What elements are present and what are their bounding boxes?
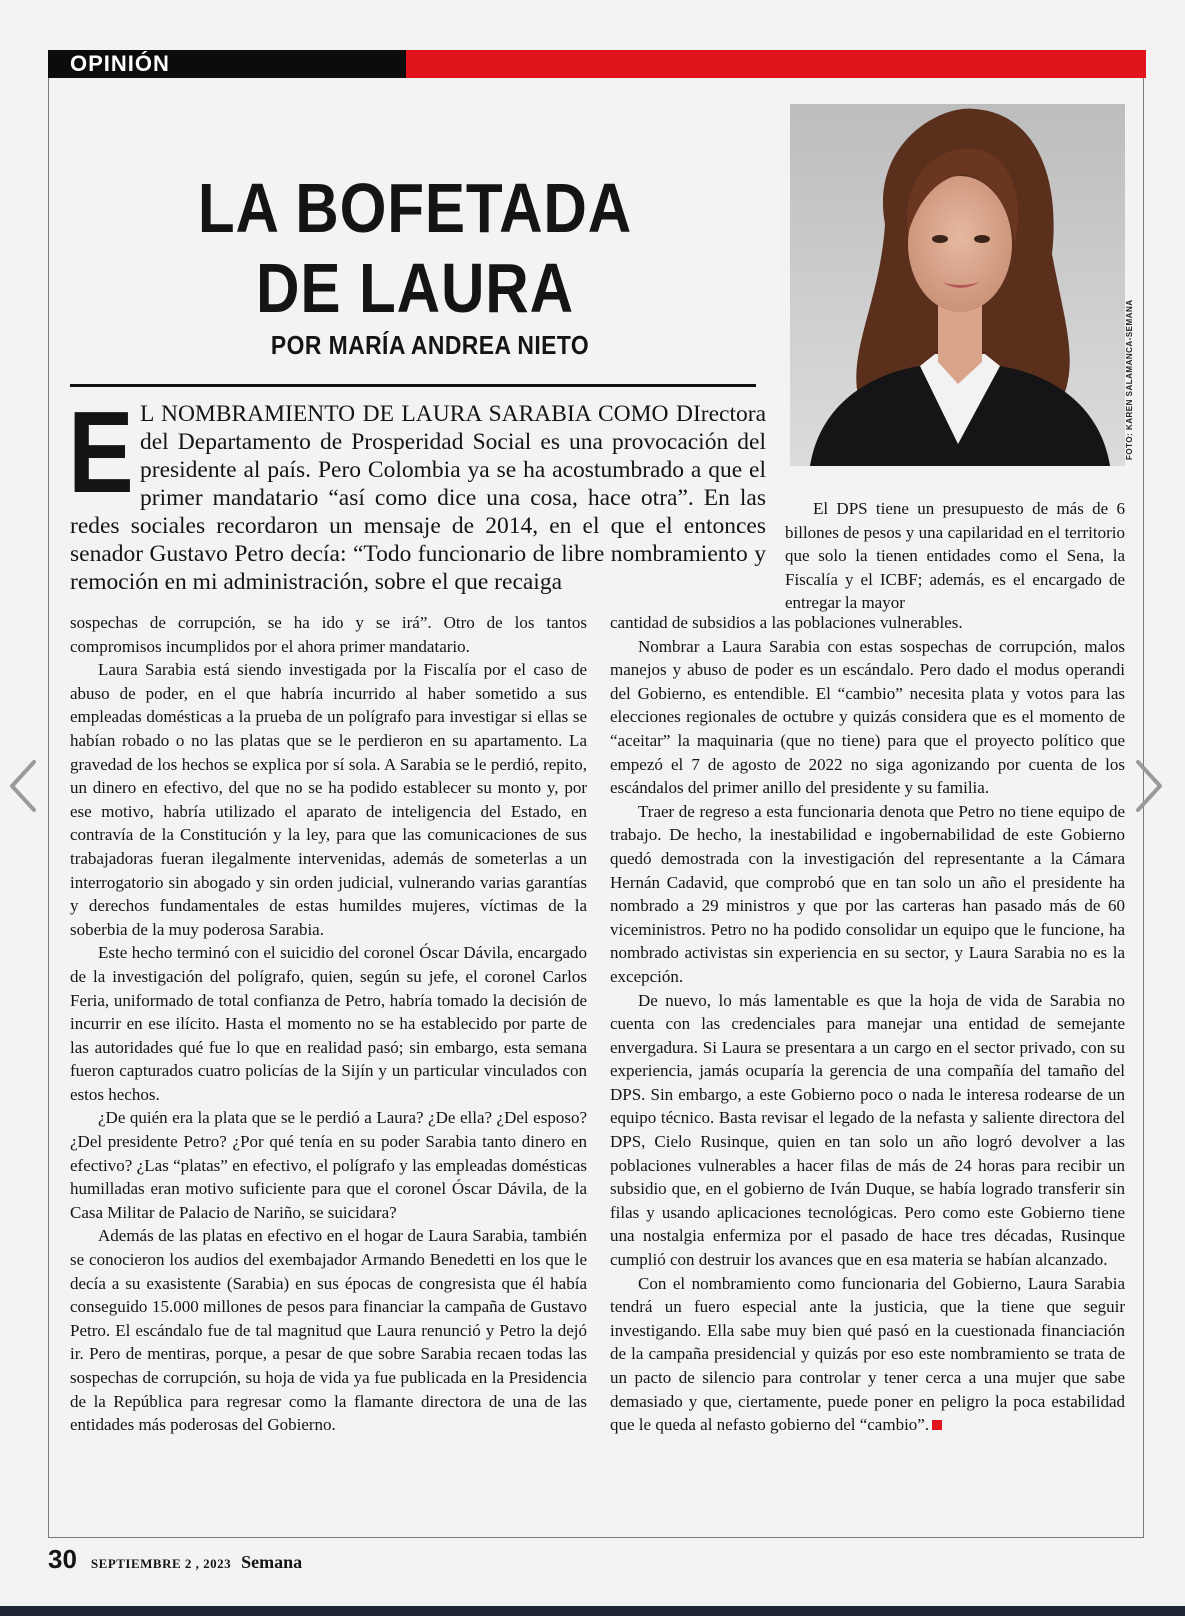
body-paragraph: Este hecho terminó con el suicidio del coronel Óscar Dávila, encargado de la investigación del polígrafo, quien, según su jefe, el coronel Carlos Feria, uniformado de total confianza de Petro, habría tomado la decisión de incurrir en ese ilícito. Hasta el momento no se ha establecido por parte de las autoridades qué fue lo que en realidad pasó; sin embargo, esta semana fueron capturados cuatro policías de la Sijín y un particular vinculados con estos hechos. [70,943,587,1104]
next-page-button[interactable] [1128,756,1168,816]
section-label: OPINIÓN [48,50,406,78]
right-column-top [785,497,1125,615]
body-paragraph: Traer de regreso a esta funcionaria denota que Petro no tiene equipo de trabajo. De hecho, la inestabilidad e ingobernabilidad de este Gobierno quedó demostrada con la investigación del representante a la Cámara Hernán Cadavid, que comprobó que en tan solo un año el presidente ha nombrado a 29 ministros y que por las carteras han pasado más de 60 viceministros. Petro no ha podido consolidar un equipo que le funcione, ha nombrado activistas sin experiencia en su sector, y Laura Sarabia no es la excepción. [610,801,1125,986]
left-column [70,611,587,1437]
section-bar-accent [406,50,1146,78]
body-paragraph-final [610,1272,1125,1437]
chevron-left-icon [4,756,44,816]
body-paragraph: cantidad de subsidios a las poblaciones vulnerables. [610,613,963,632]
body-paragraph: El DPS tiene un presupuesto de más de 6 billones de pesos y una capilaridad en el territorio que solo la tienen entidades como el Sena, la Fiscalía y el ICBF; además, es el encargado de entregar la mayor [785,499,1125,613]
title-rule [70,384,756,387]
photo-credit: FOTO: KAREN SALAMANCA-SEMANA [1125,299,1134,460]
body-paragraph: ¿De quién era la plata que se le perdió a Laura? ¿De ella? ¿Del esposo? ¿Del presidente Petro? ¿Por qué tenía en su poder Sarabia tanto dinero en efectivo? ¿Las “platas” en efectivo, el polígrafo y las empleadas domésticas humilladas eran motivo suficiente para que el coronel Óscar Dávila, de la Casa Militar de Palacio de Nariño, se suicidara? [70,1108,587,1222]
magazine-name: Semana [241,1552,303,1572]
body-paragraph: De nuevo, lo más lamentable es que la hoja de vida de Sarabia no cuenta con las credenciales para manejar una entidad de semejante envergadura. Si Laura se presentara a un cargo en el sector privado, con su experiencia, jamás ocuparía la gerencia de una compañía del tamaño del DPS. Sin embargo, a este Gobierno poco o nada le interesa rodearse de un equipo técnico. Basta revisar el legado de la nefasta y saliente directora del DPS, Cielo Rusinque, quien en tan solo un año logró devolver a las poblaciones vulnerables a hacer filas de más de 24 horas para recibir un subsidio que, en el gobierno de Iván Duque, se había logrado transferir sin filas y usando aplicaciones tecnológicas. Pero como este Gobierno tiene una nostalgia enfermiza por el pasado de hace tres décadas, Rusinque cumplió con destruir los avances que en esa materia se habían alcanzado. [610,990,1125,1270]
body-paragraph: Laura Sarabia está siendo investigada por la Fiscalía por el caso de abuso de poder, en el que habría incurrido al haber sometido a sus empleadas domésticas a la prueba de un polígrafo para investigar si ellas se habían robado o no las platas que se le perdieron en su apartamento. La gravedad de los hechos se explica por sí sola. A Sarabia se le perdió, repito, un dinero en efectivo, del que no se ha podido establecer su monto y, por ese motivo, habría utilizado el aparato de inteligencia del Estado, en contravía de la Constitución y la ley, para que las comunicaciones de sus trabajadoras fueran ilegalmente intervenidas, además de someterlas a un interrogatorio sin abogado y sin orden judicial, vulnerando varias garantías y derechos fundamentales de estas humildes mujeres, víctimas de la soberbia de la muy poderosa Sarabia. [70,660,587,939]
headline-line-1: LA BOFETADA [197,169,633,247]
body-paragraph: sospechas de corrupción, se ha ido y se irá”. Otro de los tantos compromisos incumplidos por el ahora primer mandatario. [70,613,587,656]
final-paragraph-text: Con el nombramiento como funcionaria del Gobierno, Laura Sarabia tendrá un fuero especial ante la justicia, que la tiene que seguir investigando. Ella sabe muy bien qué pasó en la cuestionada financiación de la campaña presidencial y quizás por eso este nombramiento se trata de un pacto de silencio para controlar y tener cerca a una mujer que sabe demasiado y que, ciertamente, puede poner en peligro la poca estabilidad que le queda al nefasto gobierno del “cambio”. [610,1273,1125,1435]
body-paragraph: Además de las platas en efectivo en el hogar de Laura Sarabia, también se conocieron los audios del exembajador Armando Benedetti en los que le decía a su exasistente (Sarabia) en sus épocas de congresista que él había conseguido 15.000 millones de pesos para financiar la campaña de Gustavo Petro. El escándalo fue de tal magnitud que Laura renunció y Petro la dejó ir. Pero de mentiras, porque, a pesar de que sobre Sarabia recaen todas las sospechas de corrupción, su hoja de vida ya fue publicada en la Presidencia de la República para regresar como la flamante directora de una de las entidades más poderosas del Gobierno. [70,1226,587,1435]
chevron-right-icon [1128,756,1168,816]
issue-date: SEPTIEMBRE 2 , 2023 [90,1556,232,1571]
byline: POR MARÍA ANDREA NIETO [270,330,590,360]
lead-paragraph [68,387,766,596]
author-photo [790,104,1125,466]
body-paragraph: Nombrar a Laura Sarabia con estas sospechas de corrupción, malos manejos y abuso de poder es un escándalo. Pero dado el modus operandi del Gobierno, es entendible. El “cambio” necesita plata y votos para las elecciones regionales de octubre y quizás considera que es el momento de “aceitar” la maquinaria (que no tiene) para que el proyecto político que empezó el 7 de agosto de 2022 no siga agonizando por cuenta de los escándalos del primer anillo del presidente y su familia. [610,636,1125,798]
page-number: 30 [48,1544,77,1574]
previous-page-button[interactable] [4,756,44,816]
page-footer [48,1544,302,1574]
viewer-bottom-bar [0,1606,1185,1616]
right-column [610,611,1125,1437]
end-mark-icon [932,1420,942,1430]
lead-text: L NOMBRAMIENTO DE LAURA SARABIA COMO DIrectora del Departamento de Prosperidad Social es una provocación del presidente al país. Pero Colombia ya se ha acostumbrado a que el primer mandatario “así como dice una cosa, hace otra”. En las redes sociales recordaron un mensaje de 2014, en el que el entonces senador Gustavo Petro decía: “Todo funcionario de libre nombramiento y remoción en mi administración, sobre el que recaiga [70,401,766,595]
drop-cap: E [68,387,134,517]
section-bar [48,50,1146,78]
headline [170,168,660,328]
headline-line-2: DE LAURA [256,249,574,327]
